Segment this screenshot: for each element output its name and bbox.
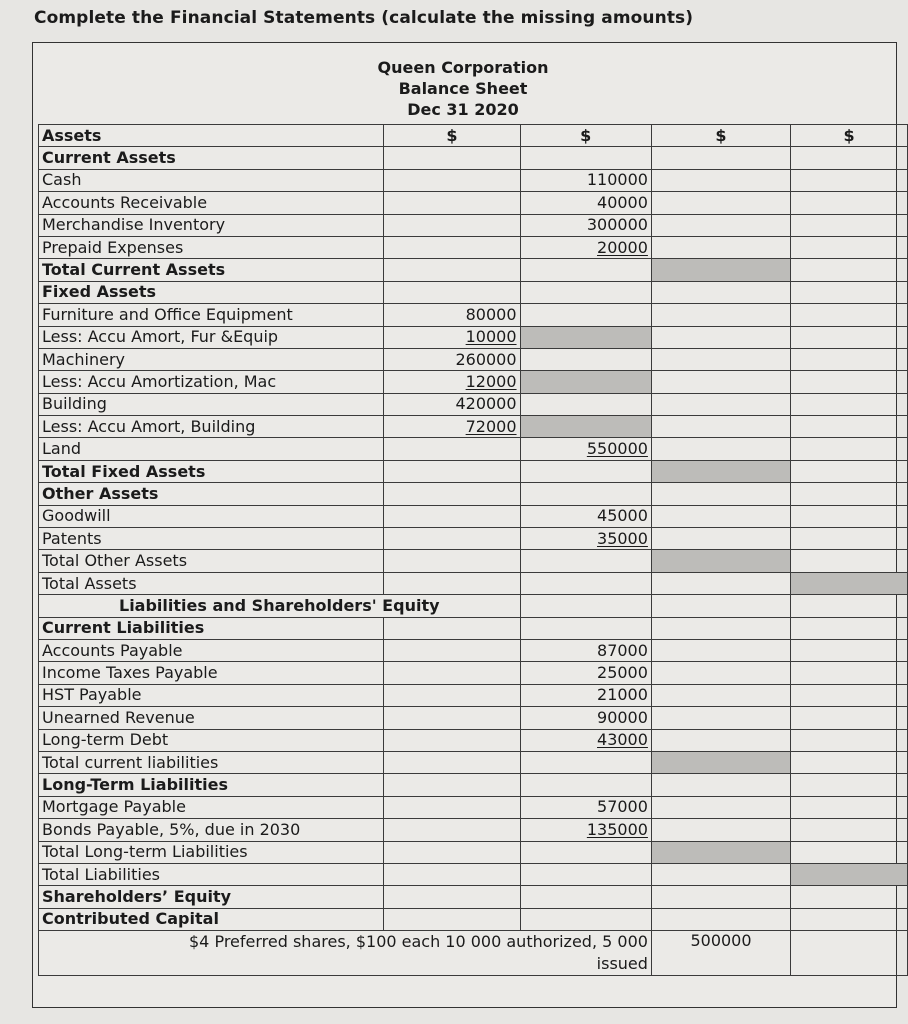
row-label: Total Fixed Assets	[39, 460, 384, 482]
answer-cell[interactable]	[520, 416, 651, 438]
preferred-shares-label: $4 Preferred shares, $100 each 10 000 authorized, 5 000 issued	[39, 931, 652, 976]
table-row	[39, 774, 908, 796]
answer-cell[interactable]	[791, 214, 908, 236]
table-row	[39, 460, 908, 482]
answer-cell[interactable]	[520, 326, 651, 348]
amount-cell: 45000	[520, 505, 651, 527]
row-label: Machinery	[39, 348, 384, 370]
company-name: Queen Corporation	[377, 58, 549, 77]
answer-cell[interactable]	[651, 236, 790, 258]
answer-cell[interactable]	[791, 236, 908, 258]
contributed-capital-heading: Contributed Capital	[39, 908, 384, 930]
table-row	[39, 483, 908, 505]
answer-cell[interactable]	[651, 192, 790, 214]
table-row	[39, 841, 908, 863]
table-row	[39, 662, 908, 684]
table-row	[39, 236, 908, 258]
amount-cell: 20000	[520, 236, 651, 258]
table-row	[39, 125, 908, 147]
table-row	[39, 438, 908, 460]
answer-cell[interactable]	[651, 169, 790, 191]
amount-cell: 420000	[384, 393, 520, 415]
answer-cell[interactable]	[520, 371, 651, 393]
answer-cell[interactable]	[651, 751, 790, 773]
table-row	[39, 348, 908, 370]
row-label: Less: Accu Amortization, Mac	[39, 371, 384, 393]
answer-cell[interactable]	[520, 348, 651, 370]
row-label: Accounts Receivable	[39, 192, 384, 214]
answer-cell[interactable]	[791, 192, 908, 214]
shareholders-equity-heading: Shareholders’ Equity	[39, 886, 384, 908]
table-row	[39, 281, 908, 303]
amount-cell: 57000	[520, 796, 651, 818]
row-label: Total current liabilities	[39, 751, 384, 773]
amount-cell: 300000	[520, 214, 651, 236]
amount-cell: 135000	[520, 819, 651, 841]
assets-heading: Assets	[39, 125, 384, 147]
statement-date: Dec 31 2020	[407, 100, 519, 119]
currency-header-3: $	[651, 125, 790, 147]
fixed-assets-heading: Fixed Assets	[39, 281, 384, 303]
row-label: Accounts Payable	[39, 639, 384, 661]
currency-header-1: $	[384, 125, 520, 147]
amount-cell: 80000	[384, 304, 520, 326]
row-label: Total Current Assets	[39, 259, 384, 281]
amount-cell: 87000	[520, 639, 651, 661]
amount-cell: 40000	[520, 192, 651, 214]
currency-header-4: $	[791, 125, 908, 147]
table-row	[39, 259, 908, 281]
table-row	[39, 371, 908, 393]
row-label: Mortgage Payable	[39, 796, 384, 818]
table-row	[39, 819, 908, 841]
amount-cell: 10000	[384, 326, 520, 348]
row-label: Income Taxes Payable	[39, 662, 384, 684]
answer-cell[interactable]	[791, 169, 908, 191]
table-row	[39, 326, 908, 348]
currency-header-2: $	[520, 125, 651, 147]
row-label: Merchandise Inventory	[39, 214, 384, 236]
current-liabilities-heading: Current Liabilities	[39, 617, 384, 639]
table-row	[39, 505, 908, 527]
table-row	[39, 863, 908, 885]
answer-cell[interactable]	[520, 304, 651, 326]
amount-cell: 21000	[520, 684, 651, 706]
row-label: Goodwill	[39, 505, 384, 527]
answer-cell[interactable]	[651, 460, 790, 482]
table-row	[39, 639, 908, 661]
row-label: Patents	[39, 528, 384, 550]
row-label: Total Other Assets	[39, 550, 384, 572]
row-label: Total Assets	[39, 572, 384, 594]
answer-cell[interactable]	[651, 841, 790, 863]
row-label: Total Liabilities	[39, 863, 384, 885]
amount-cell: 35000	[520, 528, 651, 550]
amount-cell: 72000	[384, 416, 520, 438]
table-row	[39, 908, 908, 930]
amount-cell: 260000	[384, 348, 520, 370]
amount-cell: 25000	[520, 662, 651, 684]
row-label: Building	[39, 393, 384, 415]
table-row	[39, 214, 908, 236]
amount-cell: 12000	[384, 371, 520, 393]
row-label: Cash	[39, 169, 384, 191]
statement-name: Balance Sheet	[398, 79, 528, 98]
page-title: Complete the Financial Statements (calculate the missing amounts)	[34, 8, 694, 28]
answer-cell[interactable]	[651, 259, 790, 281]
row-label: Land	[39, 438, 384, 460]
answer-cell[interactable]	[791, 259, 908, 281]
row-label: Total Long-term Liabilities	[39, 841, 384, 863]
statement-header	[363, 57, 563, 120]
table-row	[39, 796, 908, 818]
answer-cell[interactable]	[651, 550, 790, 572]
amount-cell: 550000	[520, 438, 651, 460]
table-row	[39, 931, 908, 976]
table-row	[39, 416, 908, 438]
row-label: Less: Accu Amort, Building	[39, 416, 384, 438]
amount-cell: 43000	[520, 729, 651, 751]
table-row	[39, 169, 908, 191]
row-label: Prepaid Expenses	[39, 236, 384, 258]
table-row	[39, 393, 908, 415]
answer-cell[interactable]	[520, 393, 651, 415]
liabilities-equity-heading: Liabilities and Shareholders' Equity	[39, 595, 521, 617]
answer-cell[interactable]	[651, 214, 790, 236]
row-label: Bonds Payable, 5%, due in 2030	[39, 819, 384, 841]
answer-cell[interactable]	[791, 863, 908, 885]
balance-sheet-table	[38, 124, 908, 976]
table-row	[39, 304, 908, 326]
answer-cell[interactable]	[791, 572, 908, 594]
table-row	[39, 572, 908, 594]
table-row	[39, 729, 908, 751]
current-assets-heading: Current Assets	[39, 147, 384, 169]
other-assets-heading: Other Assets	[39, 483, 384, 505]
long-term-liabilities-heading: Long-Term Liabilities	[39, 774, 384, 796]
amount-cell: 90000	[520, 707, 651, 729]
table-row	[39, 684, 908, 706]
table-row	[39, 751, 908, 773]
table-row	[39, 528, 908, 550]
table-row	[39, 595, 908, 617]
row-label: Less: Accu Amort, Fur &Equip	[39, 326, 384, 348]
amount-cell: 110000	[520, 169, 651, 191]
table-row	[39, 192, 908, 214]
row-label: Long-term Debt	[39, 729, 384, 751]
table-row	[39, 147, 908, 169]
table-row	[39, 707, 908, 729]
table-row	[39, 550, 908, 572]
row-label: HST Payable	[39, 684, 384, 706]
table-row	[39, 886, 908, 908]
amount-cell: 500000	[651, 931, 790, 976]
row-label: Furniture and Office Equipment	[39, 304, 384, 326]
table-row	[39, 617, 908, 639]
row-label: Unearned Revenue	[39, 707, 384, 729]
